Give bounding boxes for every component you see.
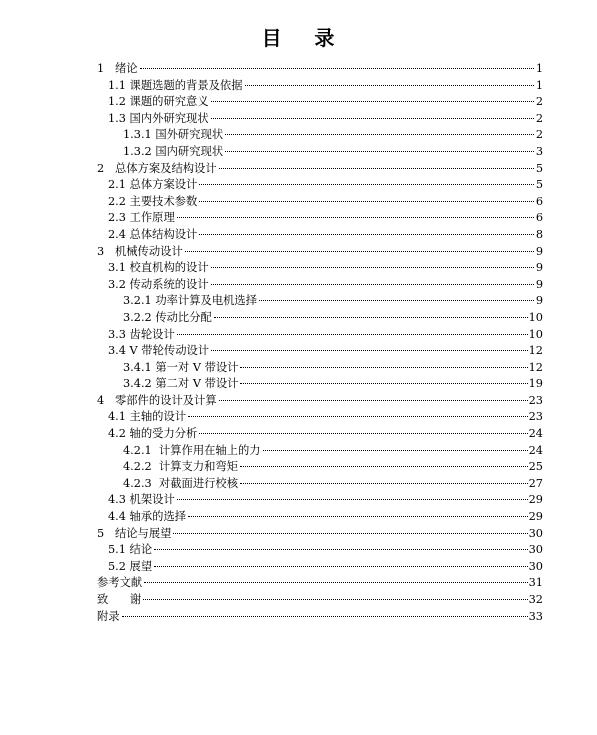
toc-entry-title: 1.2 课题的研究意义 <box>108 95 209 109</box>
toc-entry-title: 3.2 传动系统的设计 <box>108 277 209 291</box>
toc-entry-title: 4.2.2 计算支力和弯矩 <box>123 460 239 474</box>
toc-entry-title: 1.3.1 国外研究现状 <box>123 128 224 142</box>
toc-entry-page-number: 2 <box>535 111 543 125</box>
toc-dot-leader <box>263 450 528 451</box>
toc-entry[interactable] <box>97 194 543 211</box>
toc-entry[interactable] <box>97 426 543 443</box>
toc-dot-leader <box>199 201 534 202</box>
toc-entry[interactable] <box>97 293 543 310</box>
page-title: 目 录 <box>261 26 336 50</box>
toc-dot-leader <box>211 118 534 119</box>
toc-dot-leader <box>240 466 528 467</box>
toc-entry[interactable] <box>97 343 543 360</box>
toc-entry-title: 5.2 展望 <box>108 559 153 573</box>
toc-dot-leader <box>154 549 527 550</box>
toc-entry[interactable] <box>97 61 543 78</box>
toc-dot-leader <box>140 68 534 69</box>
toc-entry-page-number: 9 <box>535 244 543 258</box>
toc-dot-leader <box>177 499 528 500</box>
toc-entry-page-number: 31 <box>528 576 543 590</box>
toc-entry[interactable] <box>97 260 543 277</box>
toc-entry[interactable] <box>97 161 543 178</box>
toc-entry-title: 4 零部件的设计及计算 <box>97 393 217 407</box>
toc-entry[interactable] <box>97 177 543 194</box>
toc-entry-page-number: 30 <box>528 559 543 573</box>
toc-dot-leader <box>122 616 528 617</box>
toc-entry-title: 5 结论与展望 <box>97 526 172 540</box>
toc-entry-page-number: 5 <box>535 161 543 175</box>
toc-dot-leader <box>199 433 527 434</box>
toc-entry[interactable] <box>97 144 543 161</box>
toc-entry-page-number: 12 <box>528 360 543 374</box>
toc-entry-title: 3 机械传动设计 <box>97 244 183 258</box>
toc-dot-leader <box>199 234 534 235</box>
toc-entry-title: 2.2 主要技术参数 <box>108 194 198 208</box>
toc-entry-title: 3.2.2 传动比分配 <box>123 310 212 324</box>
toc-entry-title: 1.3 国内外研究现状 <box>108 111 209 125</box>
toc-entry-title: 1.1 课题选题的背景及依据 <box>108 78 243 92</box>
toc-entry-title: 4.3 机架设计 <box>108 493 175 507</box>
toc-entry-page-number: 1 <box>535 62 543 75</box>
toc-entry[interactable] <box>97 327 543 344</box>
toc-entry-page-number: 5 <box>535 178 543 192</box>
toc-entry-title: 3.4.1 第一对 V 带设计 <box>123 360 239 374</box>
toc-entry-page-number: 23 <box>528 393 543 407</box>
toc-entry-title: 4.1 主轴的设计 <box>108 410 187 424</box>
toc-entry[interactable] <box>97 376 543 393</box>
toc-dot-leader <box>225 134 534 135</box>
toc-entry-page-number: 2 <box>535 95 543 109</box>
toc-dot-leader <box>144 582 527 583</box>
toc-entry[interactable] <box>97 559 543 576</box>
toc-entry[interactable] <box>97 509 543 526</box>
toc-dot-leader <box>259 300 534 301</box>
toc-dot-leader <box>214 317 528 318</box>
toc-dot-leader <box>185 251 534 252</box>
toc-entry[interactable] <box>97 592 543 609</box>
toc-dot-leader <box>173 533 527 534</box>
toc-entry[interactable] <box>97 476 543 493</box>
toc-entry-page-number: 23 <box>528 410 543 424</box>
toc-entry[interactable] <box>97 360 543 377</box>
toc-entry[interactable] <box>97 210 543 227</box>
toc-dot-leader <box>211 284 534 285</box>
toc-entry-page-number: 29 <box>528 510 543 524</box>
toc-dot-leader <box>188 416 528 417</box>
toc-entry-title: 4.2.1 计算作用在轴上的力 <box>123 443 261 457</box>
toc-entry[interactable] <box>97 526 543 543</box>
toc-entry[interactable] <box>97 492 543 509</box>
toc-entry-title: 3.4 V 带轮传动设计 <box>108 344 210 358</box>
toc-dot-leader <box>143 599 527 600</box>
toc-entry-page-number: 9 <box>535 261 543 275</box>
toc-entry-title: 3.3 齿轮设计 <box>108 327 175 341</box>
toc-entry-page-number: 10 <box>528 310 543 324</box>
toc-entry[interactable] <box>97 227 543 244</box>
toc-entry-title: 5.1 结论 <box>108 543 153 557</box>
toc-entry-page-number: 2 <box>535 128 543 142</box>
toc-entry-title: 3.2.1 功率计算及电机选择 <box>123 294 258 308</box>
toc-entry[interactable] <box>97 94 543 111</box>
toc-entry-title: 附录 <box>97 609 120 623</box>
toc-entry-page-number: 19 <box>528 377 543 391</box>
toc-entry[interactable] <box>97 542 543 559</box>
toc-entry-page-number: 3 <box>535 144 543 158</box>
toc-entry[interactable] <box>97 459 543 476</box>
toc-entry-page-number: 8 <box>535 227 543 241</box>
toc-dot-leader <box>219 168 534 169</box>
toc-dot-leader <box>240 483 528 484</box>
toc-entry[interactable] <box>97 409 543 426</box>
toc-entry-page-number: 33 <box>528 609 543 623</box>
toc-entry[interactable] <box>97 78 543 95</box>
toc-entry-page-number: 9 <box>535 277 543 291</box>
toc-dot-leader <box>211 101 534 102</box>
toc-entry-title: 致 谢 <box>97 593 142 606</box>
toc-dot-leader <box>177 334 528 335</box>
toc-dot-leader <box>225 151 534 152</box>
table-of-contents <box>97 61 543 625</box>
toc-entry-page-number: 10 <box>528 327 543 341</box>
toc-entry-title: 4.2.3 对截面进行校核 <box>123 476 239 490</box>
toc-entry[interactable] <box>97 575 543 592</box>
toc-entry-title: 1.3.2 国内研究现状 <box>123 144 224 158</box>
toc-entry-title: 3.1 校直机构的设计 <box>108 261 209 275</box>
toc-dot-leader <box>188 516 528 517</box>
toc-entry-page-number: 24 <box>528 443 543 457</box>
toc-entry[interactable] <box>97 244 543 261</box>
toc-entry-page-number: 29 <box>528 493 543 507</box>
toc-dot-leader <box>211 267 534 268</box>
toc-entry-page-number: 6 <box>535 211 543 225</box>
toc-entry-title: 2.3 工作原理 <box>108 211 175 225</box>
toc-entry-title: 4.2 轴的受力分析 <box>108 427 198 441</box>
toc-dot-leader <box>240 383 527 384</box>
toc-entry[interactable] <box>97 111 543 128</box>
toc-dot-leader <box>154 566 527 567</box>
toc-entry-title: 2.4 总体结构设计 <box>108 227 198 241</box>
toc-dot-leader <box>199 184 534 185</box>
toc-entry-page-number: 12 <box>528 344 543 358</box>
toc-entry[interactable] <box>97 443 543 460</box>
toc-entry-page-number: 25 <box>528 460 543 474</box>
toc-entry-page-number: 27 <box>528 476 543 490</box>
toc-entry[interactable] <box>97 609 543 626</box>
toc-entry-title: 2.1 总体方案设计 <box>108 178 198 192</box>
toc-entry-page-number: 9 <box>535 294 543 308</box>
toc-entry-page-number: 30 <box>528 543 543 557</box>
toc-entry-title: 1 绪论 <box>97 62 138 75</box>
toc-entry-page-number: 24 <box>528 427 543 441</box>
toc-entry-page-number: 32 <box>528 593 543 606</box>
toc-dot-leader <box>211 350 528 351</box>
toc-entry-page-number: 1 <box>535 78 543 92</box>
toc-entry[interactable] <box>97 310 543 327</box>
toc-entry-page-number: 30 <box>528 526 543 540</box>
toc-dot-leader <box>240 367 527 368</box>
toc-entry[interactable] <box>97 277 543 294</box>
toc-entry[interactable] <box>97 393 543 410</box>
toc-entry-title: 参考文献 <box>97 576 143 590</box>
toc-entry-title: 2 总体方案及结构设计 <box>97 161 217 175</box>
toc-entry-page-number: 6 <box>535 194 543 208</box>
toc-dot-leader <box>245 85 534 86</box>
toc-dot-leader <box>219 400 528 401</box>
toc-entry-title: 3.4.2 第二对 V 带设计 <box>123 377 239 391</box>
toc-dot-leader <box>177 217 534 218</box>
toc-entry[interactable] <box>97 127 543 144</box>
toc-entry-title: 4.4 轴承的选择 <box>108 510 187 524</box>
